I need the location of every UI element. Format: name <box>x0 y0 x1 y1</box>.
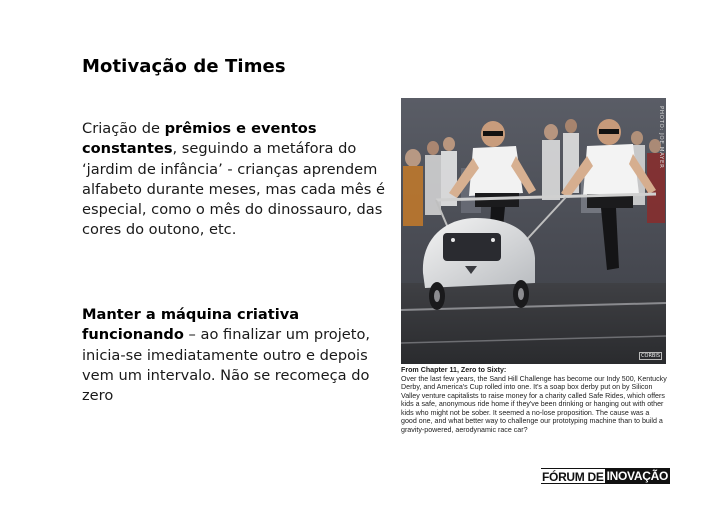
photo-credit: PHOTO: JOE MAYER <box>658 106 664 169</box>
paragraph-awards <box>82 119 387 241</box>
photo-caption <box>401 366 667 434</box>
paragraph-creative-machine <box>82 305 387 406</box>
logo-part-forum: FÓRUM DE <box>542 470 604 484</box>
forum-inovacao-logo <box>541 468 670 484</box>
paragraph-awards-intro: Criação de <box>82 120 165 137</box>
paragraph-creative-body: – ao finalizar um projeto, inicia-se imediatamente outro e depois vem um intervalo. Não se recomeça do zero <box>82 326 371 405</box>
race-photo <box>401 98 666 364</box>
logo-part-inovacao: INOVAÇÃO <box>606 469 668 483</box>
soapbox-race-illustration <box>401 98 666 364</box>
caption-title: From Chapter 11, Zero to Sixty: <box>401 366 507 374</box>
paragraph-awards-highlight: prêmios e eventos constantes <box>82 120 317 158</box>
slide-title: Motivação de Times <box>82 56 286 77</box>
photo-agency-tag: CORBIS <box>641 353 660 359</box>
paragraph-awards-body: , seguindo a metáfora do ‘jardim de infância’ - crianças aprendem alfabeto durante meses, mas cada mês é especial, como o mês do dinossauro, das cores do outono, etc. <box>82 140 385 239</box>
paragraph-creative-highlight: Manter a máquina criativa funcionando <box>82 306 300 344</box>
caption-body: Over the last few years, the Sand Hill Challenge has become our Indy 500, Kentucky Derby, and America's Cup rolled into one. It's a soap box derby put on by Silicon Valley venture capitalists to raise money for a charity called Safe Rides, which offers kids a safe, anonymous ride home if they've been drinking or hanging out with other kids who might not be sober. It seemed a no-lose proposition. The cause was a good one, and what better way to challenge our prototyping machine than to build a gravity-powered, aerodynamic race car? <box>401 374 667 434</box>
